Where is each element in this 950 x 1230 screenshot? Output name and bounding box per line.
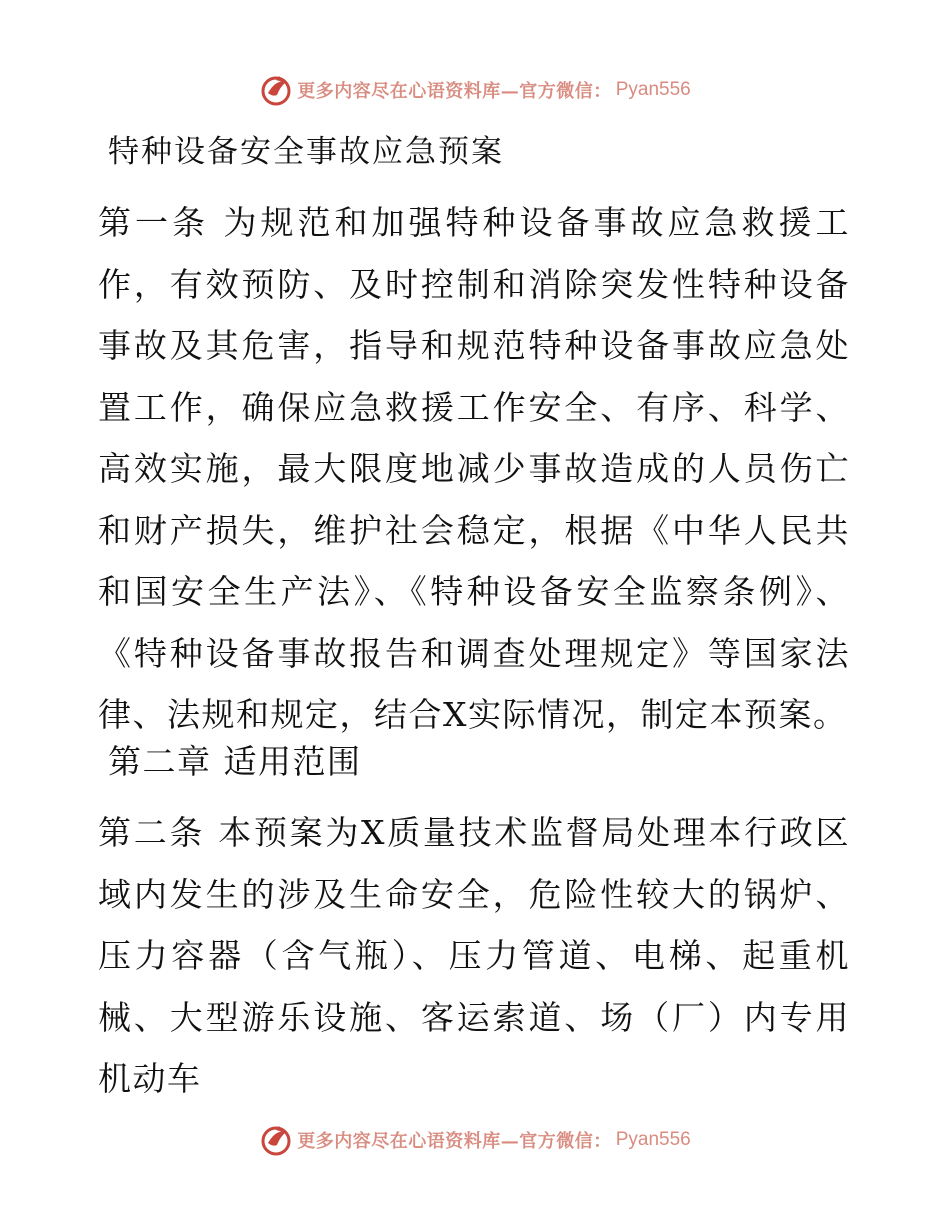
watermark-text: 更多内容尽在心语资料库—官方微信： — [297, 1131, 612, 1152]
logo-icon — [259, 1123, 293, 1157]
watermark-wechat-id: Pyan556 — [615, 79, 691, 100]
header-watermark — [0, 68, 950, 112]
chapter-heading: 第二章 适用范围 — [108, 742, 362, 781]
footer-watermark — [0, 1118, 950, 1162]
article-1-paragraph: 第一条 为规范和加强特种设备事故应急救援工作，有效预防、及时控制和消除突发性特种设备事故及其危害，指导和规范特种设备事故应急处置工作，确保应急救援工作安全、有序、科学、高效实施，最大限度地减少事故造成的人员伤亡和财产损失，维护社会稳定，根据《中华人民共和国安全生产法》、《特种设备安全监察条例》、《特种设备事故报告和调查处理规定》等国家法律、法规和规定，结合X实际情况，制定本预案。 — [98, 203, 850, 734]
watermark-wechat-id: Pyan556 — [615, 1129, 691, 1150]
document-title: 特种设备安全事故应急预案 — [108, 134, 504, 170]
article-2-paragraph: 第二条 本预案为X质量技术监督局处理本行政区域内发生的涉及生命安全，危险性较大的锅炉、压力容器（含气瓶）、压力管道、电梯、起重机械、大型游乐设施、客运索道、场（厂）内专用机动车 — [98, 813, 850, 1098]
watermark-text: 更多内容尽在心语资料库—官方微信： — [297, 81, 612, 102]
logo-icon — [259, 73, 293, 107]
